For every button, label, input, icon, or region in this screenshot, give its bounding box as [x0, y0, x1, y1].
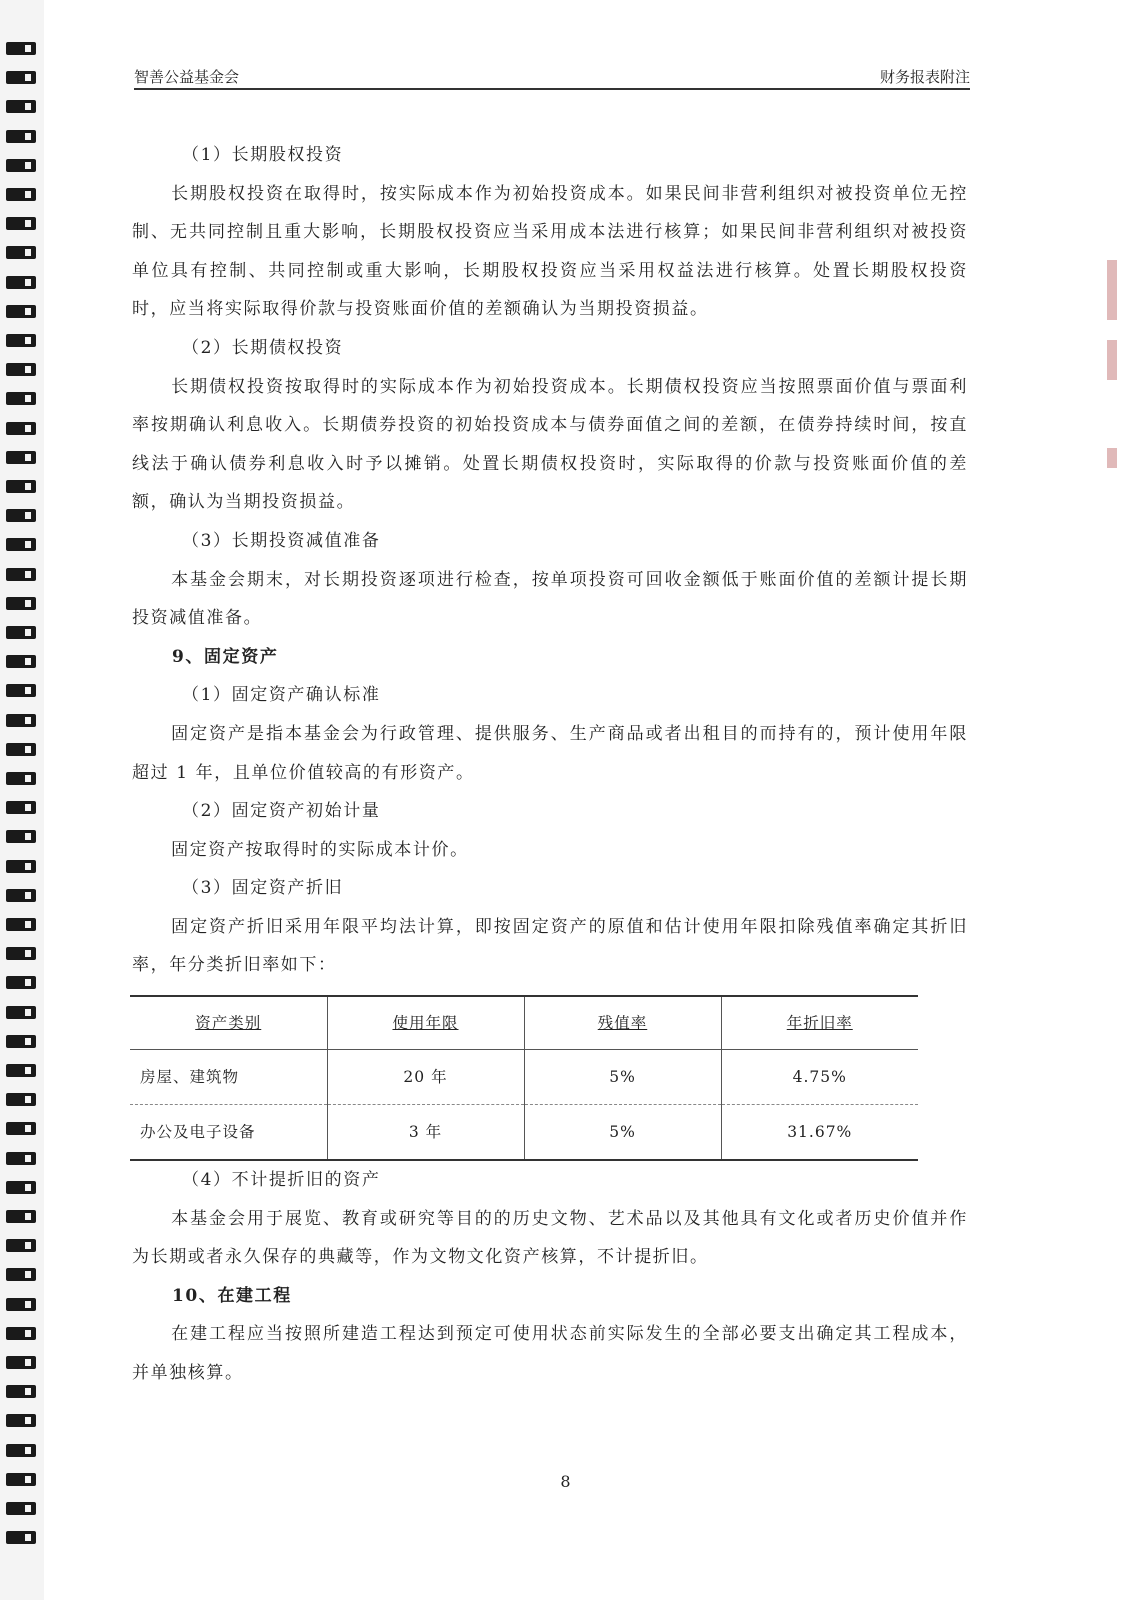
binding-hole [6, 451, 36, 464]
spiral-binding [0, 0, 44, 1600]
binding-hole [6, 626, 36, 639]
col-header-asset-class: 资产类别 [130, 996, 327, 1050]
binding-hole [6, 772, 36, 785]
binding-hole [6, 480, 36, 493]
binding-hole [6, 246, 36, 259]
binding-hole [6, 305, 36, 318]
page-header [134, 66, 970, 90]
binding-hole [6, 1064, 36, 1077]
col-header-residual-rate: 残值率 [524, 996, 721, 1050]
paragraph-recognition: 固定资产是指本基金会为行政管理、提供服务、生产商品或者出租目的而持有的，预计使用年限超过 1 年，且单位价值较高的有形资产。 [132, 723, 968, 783]
table-row [130, 1105, 918, 1161]
seal-edge-mark [1107, 340, 1117, 380]
binding-hole [6, 363, 36, 376]
binding-hole [6, 71, 36, 84]
binding-hole [6, 714, 36, 727]
binding-hole [6, 860, 36, 873]
binding-hole [6, 1210, 36, 1223]
header-doc-title: 财务报表附注 [879, 68, 970, 86]
paragraph-impairment: 本基金会期末，对长期投资逐项进行检查，按单项投资可回收金额低于账面价值的差额计提长期投资减值准备。 [132, 569, 968, 629]
binding-hole [6, 392, 36, 405]
binding-hole [6, 1385, 36, 1398]
binding-hole [6, 100, 36, 113]
paragraph-initial-measurement: 固定资产按取得时的实际成本计价。 [171, 839, 469, 860]
binding-hole [6, 1502, 36, 1515]
binding-hole [6, 130, 36, 143]
binding-hole [6, 1122, 36, 1135]
binding-hole [6, 889, 36, 902]
col-header-useful-life: 使用年限 [327, 996, 524, 1050]
binding-hole [6, 159, 36, 172]
heading-long-term-debt: （2）长期债权投资 [182, 337, 344, 358]
heading-initial-measurement: （2）固定资产初始计量 [182, 801, 381, 822]
binding-hole [6, 1414, 36, 1427]
section-construction-title: 10、在建工程 [172, 1285, 292, 1306]
table-row [130, 1050, 918, 1105]
binding-hole [6, 743, 36, 756]
depreciation-table [130, 995, 918, 1161]
binding-hole [6, 334, 36, 347]
binding-hole [6, 918, 36, 931]
table-cell: 31.67% [721, 1105, 918, 1161]
seal-edge-mark [1107, 448, 1117, 468]
paragraph-long-term-equity: 长期股权投资在取得时，按实际成本作为初始投资成本。如果民间非营利组织对被投资单位无控制、无共同控制且重大影响，长期股权投资应当采用成本法进行核算；如果民间非营利组织对被投资单位具有控制、共同控制或重大影响，长期股权投资应当采用权益法进行核算。处置长期股权投资时，应当将实际取得价款与投资账面价值的差额确认为当期投资损益。 [132, 183, 968, 320]
table-cell: 3 年 [327, 1105, 524, 1161]
table-cell: 房屋、建筑物 [130, 1050, 327, 1105]
table-cell: 4.75% [721, 1050, 918, 1105]
binding-hole [6, 568, 36, 581]
binding-hole [6, 1152, 36, 1165]
binding-hole [6, 217, 36, 230]
binding-hole [6, 422, 36, 435]
col-header-annual-rate: 年折旧率 [721, 996, 918, 1050]
heading-depreciation: （3）固定资产折旧 [182, 878, 344, 899]
binding-hole [6, 801, 36, 814]
binding-hole [6, 538, 36, 551]
section-fixed-assets-title: 9、固定资产 [172, 646, 279, 667]
header-org-name: 智善公益基金会 [134, 68, 240, 86]
binding-hole [6, 42, 36, 55]
binding-hole [6, 1298, 36, 1311]
binding-hole [6, 947, 36, 960]
binding-hole [6, 188, 36, 201]
table-cell: 5% [524, 1050, 721, 1105]
binding-hole [6, 509, 36, 522]
table-header-row [130, 996, 918, 1050]
binding-hole [6, 1327, 36, 1340]
heading-long-term-equity: （1）长期股权投资 [182, 145, 344, 165]
paragraph-non-depreciable: 本基金会用于展览、教育或研究等目的的历史文物、艺术品以及其他具有文化或者历史价值并作为长期或者永久保存的典藏等，作为文物文化资产核算，不计提折旧。 [132, 1208, 968, 1268]
binding-hole [6, 1035, 36, 1048]
table-cell: 办公及电子设备 [140, 1122, 256, 1141]
table-cell: 20 年 [327, 1050, 524, 1105]
binding-hole [6, 655, 36, 668]
page-number: 8 [560, 1472, 571, 1491]
binding-hole [6, 684, 36, 697]
binding-hole [6, 1444, 36, 1457]
page-body [132, 136, 968, 1393]
heading-non-depreciable: （4）不计提折旧的资产 [182, 1170, 381, 1191]
binding-hole [6, 1006, 36, 1019]
paragraph-long-term-debt: 长期债权投资按取得时的实际成本作为初始投资成本。长期债权投资应当按照票面价值与票面利率按期确认利息收入。长期债券投资的初始投资成本与债券面值之间的差额，在债券持续时间，按直线法于确认债券利息收入时予以摊销。处置长期债权投资时，实际取得的价款与投资账面价值的差额，确认为当期投资损益。 [132, 376, 968, 513]
binding-hole [6, 276, 36, 289]
paragraph-depreciation: 固定资产折旧采用年限平均法计算，即按固定资产的原值和估计使用年限扣除残值率确定其折旧率，年分类折旧率如下： [132, 916, 968, 976]
binding-hole [6, 597, 36, 610]
heading-recognition: （1）固定资产确认标准 [182, 685, 381, 706]
binding-hole [6, 1239, 36, 1252]
table-cell: 5% [524, 1105, 721, 1161]
binding-hole [6, 1531, 36, 1544]
binding-hole [6, 1268, 36, 1281]
binding-hole [6, 1356, 36, 1369]
seal-edge-mark [1107, 260, 1117, 320]
binding-hole [6, 1093, 36, 1106]
heading-impairment: （3）长期投资减值准备 [182, 530, 381, 551]
paragraph-construction: 在建工程应当按照所建造工程达到预定可使用状态前实际发生的全部必要支出确定其工程成本，并单独核算。 [132, 1324, 968, 1384]
binding-hole [6, 830, 36, 843]
binding-hole [6, 976, 36, 989]
binding-hole [6, 1181, 36, 1194]
